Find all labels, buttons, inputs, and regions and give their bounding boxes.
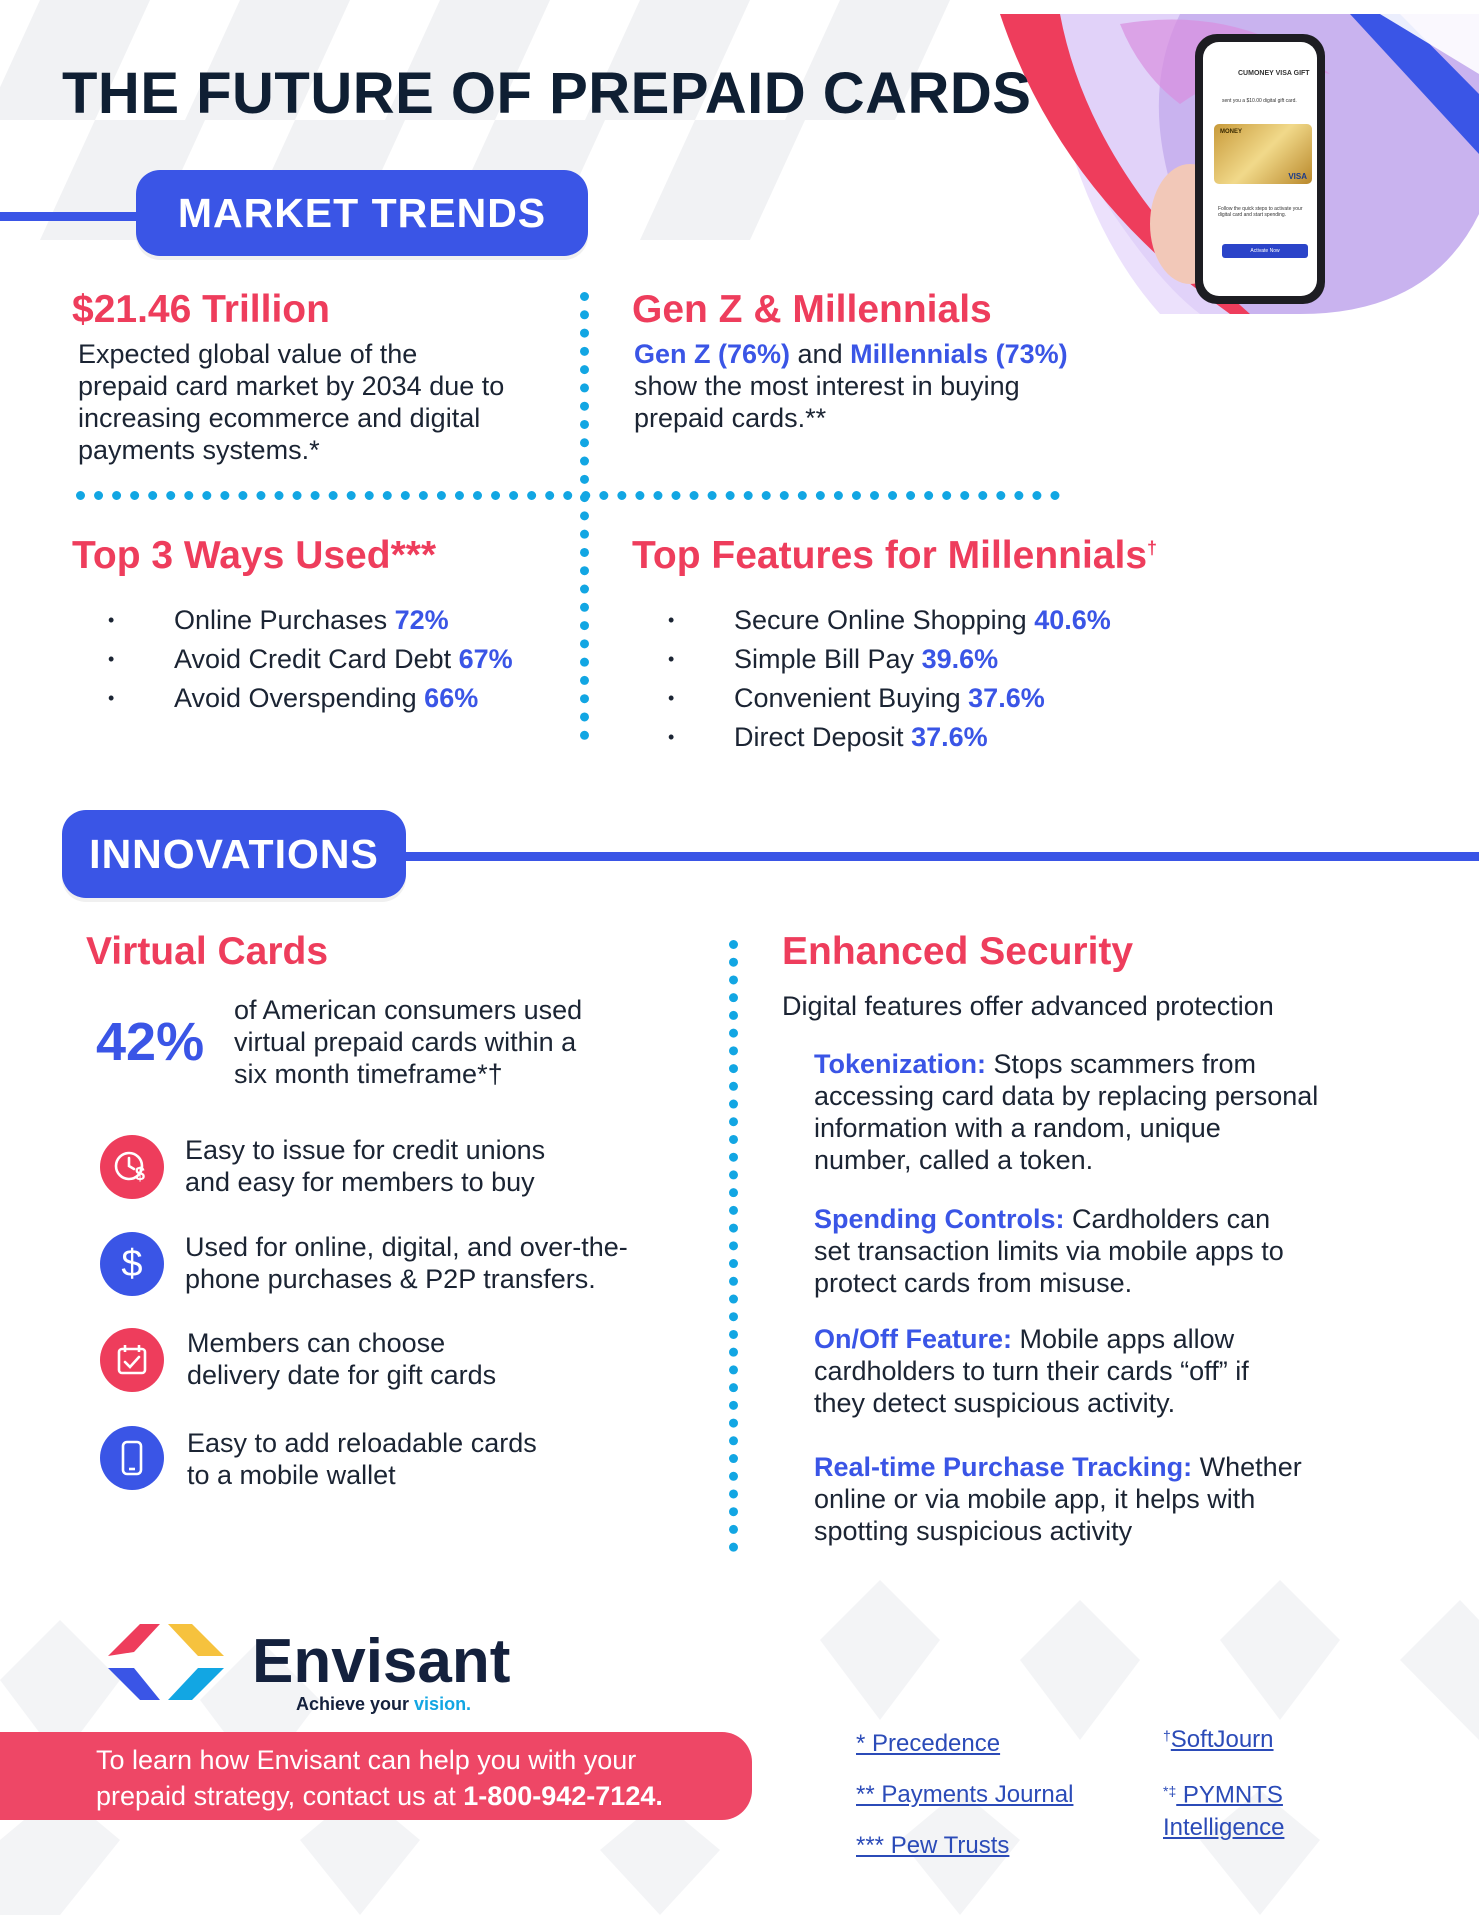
innovations-bar [396,852,1479,861]
ref-pymnts [1163,1776,1284,1846]
genz-and: and [790,339,851,369]
security-item-on-off [814,1323,1414,1419]
ways-list [108,601,513,718]
security-line: Cardholders can [1064,1204,1271,1234]
innovations-divider-vertical [729,940,738,1552]
security-intro: Digital features offer advanced protection [782,991,1274,1021]
list-item [668,601,1111,640]
virtual-item-line: to a mobile wallet [187,1460,396,1490]
security-line: protect cards from misuse. [814,1268,1133,1298]
mobile-phone-glyph [116,1438,148,1478]
virtual-item-line: Used for online, digital, and over-the- [185,1232,628,1262]
virtual-cards-stat: 42% [96,1012,205,1072]
calendar-check-glyph [113,1341,151,1379]
contact-banner [0,1732,752,1820]
market-divider-vertical [580,292,589,740]
market-value-text [78,338,578,466]
virtual-item-line: phone purchases & P2P transfers. [185,1264,596,1294]
market-divider-horizontal [76,491,1060,500]
security-line: information with a random, unique [814,1113,1221,1143]
card-brand: VISA [1288,172,1307,181]
stat-line: virtual prepaid cards within a [234,1027,577,1057]
calendar-check-icon [100,1328,164,1392]
ref-mark: *‡ [1163,1783,1177,1799]
genz-text [634,338,1114,434]
ref-mark: † [1163,1727,1171,1744]
way-pct: 67% [458,644,513,674]
security-line: spotting suspicious activity [814,1516,1133,1546]
security-heading: Enhanced Security [782,930,1134,973]
feature-label: Secure Online Shopping [734,605,1035,635]
security-line: online or via mobile app, it helps with [814,1484,1256,1514]
virtual-cards-heading: Virtual Cards [86,930,329,973]
ref-pymnts-link-2[interactable]: Intelligence [1163,1814,1285,1842]
genz-line-3: prepaid cards.** [634,403,827,433]
brand-tagline [296,1694,471,1715]
security-line: accessing card data by replacing personal [814,1081,1319,1111]
ref-softjourn [1163,1726,1274,1754]
ref-softjourn-link[interactable]: SoftJourn [1170,1726,1274,1753]
phone-instructions: Follow the quick steps to activate your digital card and start spending. [1218,206,1303,218]
way-label: Avoid Credit Card Debt [174,644,459,674]
virtual-item-2 [185,1231,725,1295]
contact-text: prepaid strategy, contact us at [96,1781,464,1811]
virtual-cards-stat-text [234,994,654,1090]
features-heading [632,534,1157,578]
contact-line-1: To learn how Envisant can help you with your [96,1745,637,1775]
security-line: they detect suspicious activity. [814,1388,1176,1418]
phone-hero-image [1000,14,1479,314]
way-pct: 66% [424,683,479,713]
market-value-line: increasing ecommerce and digital [78,403,481,433]
millennials-stat: Millennials (73%) [850,339,1068,369]
market-value-line: Expected global value of the [78,339,418,369]
market-value-line: prepaid card market by 2034 due to [78,371,505,401]
stat-line: six month timeframe*† [234,1059,503,1089]
virtual-item-line: Members can choose [187,1328,446,1358]
stat-line: of American consumers used [234,995,583,1025]
feature-pct: 37.6% [911,722,988,752]
way-label: Online Purchases [174,605,395,635]
genz-heading: Gen Z & Millennials [632,288,992,331]
virtual-item-3 [187,1327,707,1391]
genz-line-2: show the most interest in buying [634,371,1020,401]
dollar-icon [100,1232,164,1296]
mobile-phone-icon [100,1426,164,1490]
virtual-item-4 [187,1427,707,1491]
innovations-pill: INNOVATIONS [62,810,406,898]
tagline-accent: vision. [414,1694,472,1714]
security-item-tracking [814,1451,1414,1547]
security-line: set transaction limits via mobile apps to [814,1236,1284,1266]
market-trends-pill: MARKET TRENDS [136,170,588,256]
features-mark: † [1147,538,1158,558]
features-heading-text: Top Features for Millennials [632,534,1148,577]
feature-pct: 39.6% [921,644,999,674]
card-issuer: MONEY [1220,129,1243,135]
genz-line-1 [634,338,1114,370]
feature-label: Convenient Buying [734,683,969,713]
list-item [108,679,513,718]
security-line: Mobile apps allow [1012,1324,1235,1354]
virtual-item-line: and easy for members to buy [185,1167,535,1197]
virtual-item-1 [185,1134,705,1198]
list-item [668,679,1111,718]
ref-payments-journal[interactable]: ** Payments Journal [856,1781,1074,1808]
virtual-item-line: Easy to add reloadable cards [187,1428,537,1458]
features-list [668,601,1111,757]
way-pct: 72% [394,605,449,635]
security-term: Spending Controls: [814,1204,1065,1234]
virtual-item-line: Easy to issue for credit unions [185,1135,546,1165]
page-title: THE FUTURE OF PREPAID CARDS [62,61,1032,126]
security-item-spending-controls [814,1203,1414,1299]
contact-phone[interactable]: 1-800-942-7124. [463,1781,663,1811]
contact-line-2 [96,1778,752,1814]
phone-header: CUMONEY VISA GIFT [1238,70,1310,77]
feature-pct: 40.6% [1034,605,1111,635]
list-item [108,640,513,679]
security-term: Tokenization: [814,1049,986,1079]
ways-heading: Top 3 Ways Used*** [72,534,437,577]
gift-card-image [1214,124,1312,184]
phone-line: sent you a $10.00 digital gift card. [1222,98,1297,104]
envisant-logo-glyph [100,1622,228,1702]
security-term: On/Off Feature: [814,1324,1013,1354]
security-line: Whether [1192,1452,1302,1482]
security-line: cardholders to turn their cards “off” if [814,1356,1249,1386]
list-item [108,601,513,640]
security-term: Real-time Purchase Tracking: [814,1452,1193,1482]
feature-label: Direct Deposit [734,722,912,752]
feature-pct: 37.6% [968,683,1045,713]
svg-text:$: $ [135,1164,146,1184]
clock-dollar-glyph [112,1147,152,1187]
market-value-line: payments systems.* [78,435,320,465]
list-item [668,718,1111,757]
list-item [668,640,1111,679]
dollar-glyph: $ [121,1242,143,1285]
ref-pew-trusts[interactable]: *** Pew Trusts [856,1832,1010,1859]
security-item-tokenization [814,1048,1414,1176]
brand-name: Envisant [252,1627,511,1696]
tagline-text: Achieve your [296,1694,415,1714]
ref-pymnts-link[interactable]: PYMNTS [1176,1781,1283,1809]
envisant-logo-mark [100,1622,228,1702]
way-label: Avoid Overspending [174,683,425,713]
clock-dollar-icon [100,1135,164,1199]
genz-stat: Gen Z (76%) [634,339,791,369]
market-trends-bar [0,212,150,221]
phone-activate-button: Activate Now [1222,244,1308,258]
ref-precedence[interactable]: * Precedence [856,1730,1001,1757]
market-value-heading: $21.46 Trillion [72,288,330,331]
security-line: number, called a token. [814,1145,1094,1175]
feature-label: Simple Bill Pay [734,644,922,674]
security-line: Stops scammers from [986,1049,1257,1079]
virtual-item-line: delivery date for gift cards [187,1360,497,1390]
